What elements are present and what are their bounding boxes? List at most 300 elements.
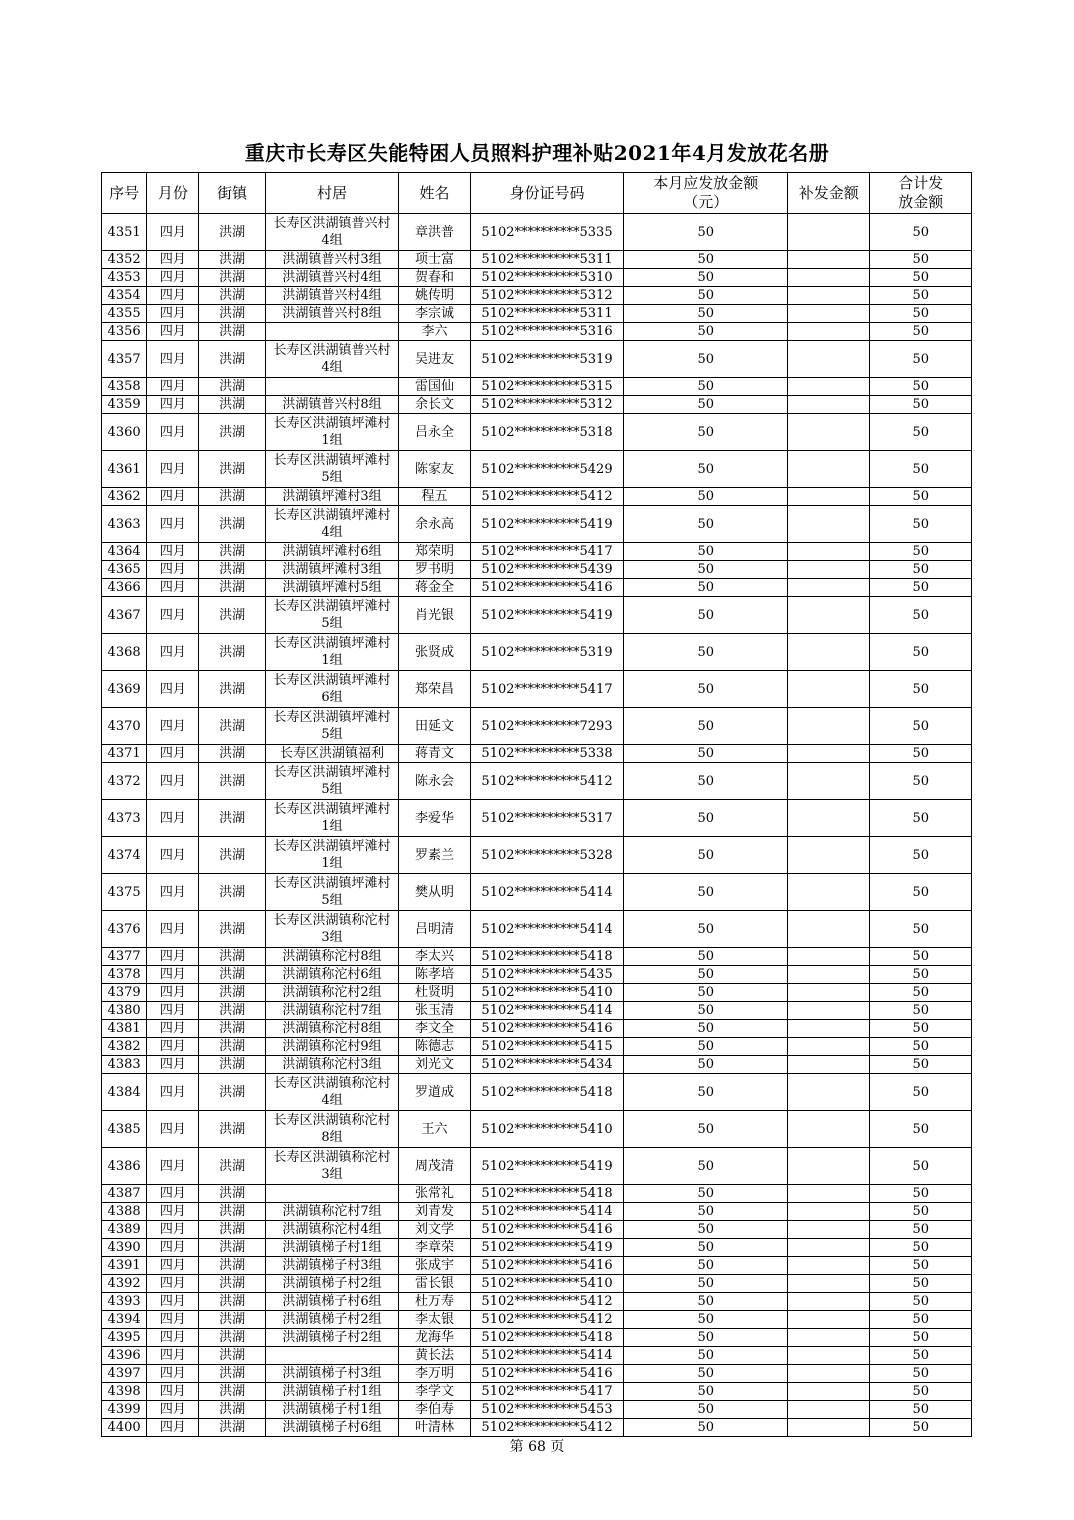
cell-supplement bbox=[788, 708, 870, 745]
cell-month: 四月 bbox=[147, 1148, 199, 1185]
cell-total: 50 bbox=[870, 305, 972, 323]
cell-total: 50 bbox=[870, 323, 972, 341]
cell-serial: 4390 bbox=[102, 1239, 147, 1257]
cell-serial: 4399 bbox=[102, 1401, 147, 1419]
cell-total: 50 bbox=[870, 1185, 972, 1203]
cell-town: 洪湖 bbox=[199, 634, 265, 671]
cell-village: 洪湖镇称沱村8组 bbox=[265, 948, 399, 966]
cell-month: 四月 bbox=[147, 837, 199, 874]
cell-town: 洪湖 bbox=[199, 1038, 265, 1056]
cell-total: 50 bbox=[870, 1329, 972, 1347]
cell-month: 四月 bbox=[147, 1383, 199, 1401]
cell-town: 洪湖 bbox=[199, 287, 265, 305]
table-row bbox=[102, 1020, 972, 1038]
cell-id-number: 5102**********5415 bbox=[470, 1038, 624, 1056]
col-header-monthly-amount: 本月应发放金额（元） bbox=[624, 173, 788, 214]
cell-total: 50 bbox=[870, 800, 972, 837]
cell-monthly-amount: 50 bbox=[624, 1293, 788, 1311]
cell-name: 雷国仙 bbox=[399, 378, 470, 396]
table-row bbox=[102, 1275, 972, 1293]
cell-supplement bbox=[788, 745, 870, 763]
cell-month: 四月 bbox=[147, 1401, 199, 1419]
cell-supplement bbox=[788, 1275, 870, 1293]
cell-town: 洪湖 bbox=[199, 671, 265, 708]
cell-town: 洪湖 bbox=[199, 323, 265, 341]
cell-serial: 4400 bbox=[102, 1419, 147, 1437]
cell-total: 50 bbox=[870, 251, 972, 269]
cell-supplement bbox=[788, 543, 870, 561]
cell-name: 李章荣 bbox=[399, 1239, 470, 1257]
cell-serial: 4378 bbox=[102, 966, 147, 984]
cell-id-number: 5102**********5410 bbox=[470, 984, 624, 1002]
table-row bbox=[102, 948, 972, 966]
cell-monthly-amount: 50 bbox=[624, 396, 788, 414]
cell-total: 50 bbox=[870, 1111, 972, 1148]
cell-supplement bbox=[788, 1257, 870, 1275]
cell-supplement bbox=[788, 214, 870, 251]
cell-name: 张常礼 bbox=[399, 1185, 470, 1203]
cell-serial: 4361 bbox=[102, 451, 147, 488]
cell-supplement bbox=[788, 763, 870, 800]
col-header-supplement: 补发金额 bbox=[788, 173, 870, 214]
cell-name: 章洪普 bbox=[399, 214, 470, 251]
cell-name: 王六 bbox=[399, 1111, 470, 1148]
cell-supplement bbox=[788, 488, 870, 506]
cell-town: 洪湖 bbox=[199, 1365, 265, 1383]
table-row bbox=[102, 763, 972, 800]
cell-monthly-amount: 50 bbox=[624, 341, 788, 378]
cell-serial: 4365 bbox=[102, 561, 147, 579]
cell-id-number: 5102**********5429 bbox=[470, 451, 624, 488]
table-row bbox=[102, 1074, 972, 1111]
table-row bbox=[102, 579, 972, 597]
cell-town: 洪湖 bbox=[199, 1401, 265, 1419]
cell-supplement bbox=[788, 378, 870, 396]
cell-month: 四月 bbox=[147, 506, 199, 543]
table-header bbox=[102, 173, 972, 214]
cell-id-number: 5102**********5328 bbox=[470, 837, 624, 874]
cell-supplement bbox=[788, 984, 870, 1002]
cell-name: 程五 bbox=[399, 488, 470, 506]
table-row bbox=[102, 1401, 972, 1419]
cell-id-number: 5102**********5419 bbox=[470, 506, 624, 543]
cell-month: 四月 bbox=[147, 911, 199, 948]
table-row bbox=[102, 671, 972, 708]
col-header-name: 姓名 bbox=[399, 173, 470, 214]
cell-month: 四月 bbox=[147, 1365, 199, 1383]
cell-month: 四月 bbox=[147, 1293, 199, 1311]
table-row bbox=[102, 634, 972, 671]
cell-village: 洪湖镇称沱村7组 bbox=[265, 1002, 399, 1020]
cell-monthly-amount: 50 bbox=[624, 1056, 788, 1074]
cell-total: 50 bbox=[870, 341, 972, 378]
cell-supplement bbox=[788, 837, 870, 874]
cell-supplement bbox=[788, 1002, 870, 1020]
cell-name: 余永高 bbox=[399, 506, 470, 543]
cell-month: 四月 bbox=[147, 1111, 199, 1148]
cell-total: 50 bbox=[870, 1221, 972, 1239]
cell-supplement bbox=[788, 1347, 870, 1365]
cell-name: 吕明清 bbox=[399, 911, 470, 948]
cell-town: 洪湖 bbox=[199, 269, 265, 287]
cell-village: 洪湖镇梯子村2组 bbox=[265, 1311, 399, 1329]
cell-monthly-amount: 50 bbox=[624, 948, 788, 966]
cell-name: 刘文学 bbox=[399, 1221, 470, 1239]
cell-town: 洪湖 bbox=[199, 396, 265, 414]
cell-monthly-amount: 50 bbox=[624, 1074, 788, 1111]
cell-serial: 4376 bbox=[102, 911, 147, 948]
cell-serial: 4392 bbox=[102, 1275, 147, 1293]
cell-supplement bbox=[788, 1020, 870, 1038]
cell-village: 洪湖镇梯子村2组 bbox=[265, 1275, 399, 1293]
cell-serial: 4357 bbox=[102, 341, 147, 378]
cell-name: 肖光银 bbox=[399, 597, 470, 634]
table-row bbox=[102, 837, 972, 874]
cell-town: 洪湖 bbox=[199, 984, 265, 1002]
table-row bbox=[102, 1347, 972, 1365]
cell-id-number: 5102**********5416 bbox=[470, 1257, 624, 1275]
cell-monthly-amount: 50 bbox=[624, 543, 788, 561]
cell-village: 洪湖镇称沱村4组 bbox=[265, 1221, 399, 1239]
cell-monthly-amount: 50 bbox=[624, 251, 788, 269]
cell-village: 长寿区洪湖镇普兴村4组 bbox=[265, 214, 399, 251]
cell-total: 50 bbox=[870, 1383, 972, 1401]
cell-name: 吕永全 bbox=[399, 414, 470, 451]
cell-month: 四月 bbox=[147, 1275, 199, 1293]
cell-name: 李六 bbox=[399, 323, 470, 341]
cell-name: 杜贤明 bbox=[399, 984, 470, 1002]
cell-supplement bbox=[788, 287, 870, 305]
cell-monthly-amount: 50 bbox=[624, 269, 788, 287]
cell-monthly-amount: 50 bbox=[624, 837, 788, 874]
cell-id-number: 5102**********5419 bbox=[470, 1239, 624, 1257]
cell-total: 50 bbox=[870, 597, 972, 634]
cell-supplement bbox=[788, 1293, 870, 1311]
table-row bbox=[102, 1257, 972, 1275]
table-row bbox=[102, 214, 972, 251]
cell-village: 长寿区洪湖镇称沱村4组 bbox=[265, 1074, 399, 1111]
cell-month: 四月 bbox=[147, 1329, 199, 1347]
cell-total: 50 bbox=[870, 1038, 972, 1056]
cell-serial: 4354 bbox=[102, 287, 147, 305]
table-row bbox=[102, 1185, 972, 1203]
cell-village: 长寿区洪湖镇坪滩村5组 bbox=[265, 708, 399, 745]
cell-supplement bbox=[788, 1239, 870, 1257]
cell-month: 四月 bbox=[147, 800, 199, 837]
cell-supplement bbox=[788, 874, 870, 911]
cell-supplement bbox=[788, 1038, 870, 1056]
table-row bbox=[102, 966, 972, 984]
cell-id-number: 5102**********5419 bbox=[470, 597, 624, 634]
cell-town: 洪湖 bbox=[199, 1002, 265, 1020]
cell-town: 洪湖 bbox=[199, 948, 265, 966]
table-row bbox=[102, 800, 972, 837]
cell-month: 四月 bbox=[147, 671, 199, 708]
cell-month: 四月 bbox=[147, 1311, 199, 1329]
cell-name: 李文全 bbox=[399, 1020, 470, 1038]
cell-village: 洪湖镇称沱村9组 bbox=[265, 1038, 399, 1056]
cell-total: 50 bbox=[870, 579, 972, 597]
cell-total: 50 bbox=[870, 488, 972, 506]
cell-supplement bbox=[788, 1365, 870, 1383]
cell-name: 蒋金全 bbox=[399, 579, 470, 597]
cell-village: 长寿区洪湖镇坪滩村5组 bbox=[265, 874, 399, 911]
cell-total: 50 bbox=[870, 1002, 972, 1020]
cell-month: 四月 bbox=[147, 745, 199, 763]
cell-supplement bbox=[788, 1419, 870, 1437]
cell-month: 四月 bbox=[147, 1347, 199, 1365]
cell-supplement bbox=[788, 269, 870, 287]
cell-total: 50 bbox=[870, 1257, 972, 1275]
cell-id-number: 5102**********5418 bbox=[470, 948, 624, 966]
cell-total: 50 bbox=[870, 414, 972, 451]
table-row bbox=[102, 323, 972, 341]
cell-monthly-amount: 50 bbox=[624, 1221, 788, 1239]
cell-serial: 4364 bbox=[102, 543, 147, 561]
cell-village: 洪湖镇坪滩村5组 bbox=[265, 579, 399, 597]
cell-monthly-amount: 50 bbox=[624, 1419, 788, 1437]
roster-table bbox=[101, 172, 972, 1437]
cell-total: 50 bbox=[870, 1347, 972, 1365]
cell-town: 洪湖 bbox=[199, 488, 265, 506]
col-header-village: 村居 bbox=[265, 173, 399, 214]
cell-monthly-amount: 50 bbox=[624, 1111, 788, 1148]
cell-village: 长寿区洪湖镇坪滩村1组 bbox=[265, 800, 399, 837]
cell-month: 四月 bbox=[147, 1239, 199, 1257]
cell-monthly-amount: 50 bbox=[624, 1185, 788, 1203]
cell-id-number: 5102**********5311 bbox=[470, 305, 624, 323]
cell-monthly-amount: 50 bbox=[624, 1038, 788, 1056]
cell-town: 洪湖 bbox=[199, 305, 265, 323]
cell-village bbox=[265, 1347, 399, 1365]
cell-village bbox=[265, 1185, 399, 1203]
cell-total: 50 bbox=[870, 287, 972, 305]
cell-serial: 4359 bbox=[102, 396, 147, 414]
cell-supplement bbox=[788, 1185, 870, 1203]
cell-name: 蒋青文 bbox=[399, 745, 470, 763]
table-row bbox=[102, 1038, 972, 1056]
cell-monthly-amount: 50 bbox=[624, 671, 788, 708]
cell-town: 洪湖 bbox=[199, 1148, 265, 1185]
cell-town: 洪湖 bbox=[199, 708, 265, 745]
cell-town: 洪湖 bbox=[199, 1347, 265, 1365]
cell-supplement bbox=[788, 948, 870, 966]
table-row bbox=[102, 984, 972, 1002]
cell-serial: 4367 bbox=[102, 597, 147, 634]
col-header-serial: 序号 bbox=[102, 173, 147, 214]
cell-serial: 4366 bbox=[102, 579, 147, 597]
cell-month: 四月 bbox=[147, 1074, 199, 1111]
cell-monthly-amount: 50 bbox=[624, 1275, 788, 1293]
cell-serial: 4386 bbox=[102, 1148, 147, 1185]
cell-month: 四月 bbox=[147, 1038, 199, 1056]
cell-total: 50 bbox=[870, 984, 972, 1002]
cell-village: 洪湖镇称沱村2组 bbox=[265, 984, 399, 1002]
cell-id-number: 5102**********5317 bbox=[470, 800, 624, 837]
cell-month: 四月 bbox=[147, 874, 199, 911]
table-row bbox=[102, 561, 972, 579]
cell-village: 长寿区洪湖镇坪滩村5组 bbox=[265, 597, 399, 634]
cell-id-number: 5102**********5414 bbox=[470, 874, 624, 911]
cell-id-number: 5102**********5435 bbox=[470, 966, 624, 984]
cell-town: 洪湖 bbox=[199, 1074, 265, 1111]
cell-total: 50 bbox=[870, 1419, 972, 1437]
cell-month: 四月 bbox=[147, 763, 199, 800]
cell-total: 50 bbox=[870, 745, 972, 763]
cell-total: 50 bbox=[870, 1074, 972, 1111]
cell-monthly-amount: 50 bbox=[624, 874, 788, 911]
cell-village: 长寿区洪湖镇坪滩村5组 bbox=[265, 763, 399, 800]
cell-serial: 4397 bbox=[102, 1365, 147, 1383]
cell-name: 李万明 bbox=[399, 1365, 470, 1383]
cell-serial: 4360 bbox=[102, 414, 147, 451]
table-row bbox=[102, 1203, 972, 1221]
cell-village bbox=[265, 378, 399, 396]
cell-total: 50 bbox=[870, 561, 972, 579]
cell-id-number: 5102**********5416 bbox=[470, 1020, 624, 1038]
cell-month: 四月 bbox=[147, 269, 199, 287]
cell-id-number: 5102**********5412 bbox=[470, 488, 624, 506]
table-row bbox=[102, 451, 972, 488]
cell-village: 长寿区洪湖镇坪滩村4组 bbox=[265, 506, 399, 543]
cell-serial: 4372 bbox=[102, 763, 147, 800]
table-row bbox=[102, 1311, 972, 1329]
cell-month: 四月 bbox=[147, 634, 199, 671]
cell-total: 50 bbox=[870, 396, 972, 414]
page-number: 第 68 页 bbox=[509, 1439, 565, 1455]
cell-id-number: 5102**********5316 bbox=[470, 323, 624, 341]
cell-name: 罗书明 bbox=[399, 561, 470, 579]
table-row bbox=[102, 1419, 972, 1437]
cell-village: 长寿区洪湖镇称沱村3组 bbox=[265, 911, 399, 948]
cell-serial: 4398 bbox=[102, 1383, 147, 1401]
cell-monthly-amount: 50 bbox=[624, 1020, 788, 1038]
cell-month: 四月 bbox=[147, 1203, 199, 1221]
cell-supplement bbox=[788, 1111, 870, 1148]
cell-village: 洪湖镇普兴村4组 bbox=[265, 269, 399, 287]
cell-name: 杜万寿 bbox=[399, 1293, 470, 1311]
cell-supplement bbox=[788, 1056, 870, 1074]
cell-monthly-amount: 50 bbox=[624, 984, 788, 1002]
cell-name: 罗道成 bbox=[399, 1074, 470, 1111]
cell-month: 四月 bbox=[147, 251, 199, 269]
table-row bbox=[102, 1002, 972, 1020]
cell-total: 50 bbox=[870, 911, 972, 948]
cell-name: 龙海华 bbox=[399, 1329, 470, 1347]
cell-monthly-amount: 50 bbox=[624, 708, 788, 745]
cell-id-number: 5102**********5434 bbox=[470, 1056, 624, 1074]
cell-town: 洪湖 bbox=[199, 506, 265, 543]
cell-serial: 4362 bbox=[102, 488, 147, 506]
cell-month: 四月 bbox=[147, 708, 199, 745]
cell-serial: 4373 bbox=[102, 800, 147, 837]
cell-village: 洪湖镇梯子村6组 bbox=[265, 1293, 399, 1311]
cell-serial: 4384 bbox=[102, 1074, 147, 1111]
cell-serial: 4371 bbox=[102, 745, 147, 763]
cell-town: 洪湖 bbox=[199, 579, 265, 597]
cell-serial: 4363 bbox=[102, 506, 147, 543]
cell-monthly-amount: 50 bbox=[624, 745, 788, 763]
cell-month: 四月 bbox=[147, 488, 199, 506]
cell-town: 洪湖 bbox=[199, 341, 265, 378]
cell-id-number: 5102**********5418 bbox=[470, 1329, 624, 1347]
cell-id-number: 5102**********5335 bbox=[470, 214, 624, 251]
cell-village: 洪湖镇坪滩村6组 bbox=[265, 543, 399, 561]
table-body bbox=[102, 214, 972, 1437]
cell-total: 50 bbox=[870, 1401, 972, 1419]
cell-total: 50 bbox=[870, 763, 972, 800]
cell-total: 50 bbox=[870, 874, 972, 911]
cell-total: 50 bbox=[870, 1020, 972, 1038]
table-row bbox=[102, 287, 972, 305]
cell-month: 四月 bbox=[147, 1185, 199, 1203]
cell-total: 50 bbox=[870, 214, 972, 251]
table-row bbox=[102, 874, 972, 911]
cell-village: 洪湖镇普兴村3组 bbox=[265, 251, 399, 269]
cell-month: 四月 bbox=[147, 323, 199, 341]
cell-id-number: 5102**********5410 bbox=[470, 1111, 624, 1148]
cell-town: 洪湖 bbox=[199, 1419, 265, 1437]
cell-monthly-amount: 50 bbox=[624, 597, 788, 634]
cell-supplement bbox=[788, 396, 870, 414]
cell-id-number: 5102**********5319 bbox=[470, 341, 624, 378]
cell-town: 洪湖 bbox=[199, 543, 265, 561]
table-row bbox=[102, 269, 972, 287]
cell-serial: 4351 bbox=[102, 214, 147, 251]
cell-id-number: 5102**********5312 bbox=[470, 396, 624, 414]
cell-supplement bbox=[788, 251, 870, 269]
cell-name: 樊从明 bbox=[399, 874, 470, 911]
cell-monthly-amount: 50 bbox=[624, 763, 788, 800]
page-title: 重庆市长寿区失能特困人员照料护理补贴2021年4月发放花名册 bbox=[244, 141, 830, 165]
cell-village: 洪湖镇称沱村6组 bbox=[265, 966, 399, 984]
cell-id-number: 5102**********5412 bbox=[470, 1311, 624, 1329]
cell-month: 四月 bbox=[147, 579, 199, 597]
cell-village: 长寿区洪湖镇坪滩村1组 bbox=[265, 634, 399, 671]
cell-monthly-amount: 50 bbox=[624, 305, 788, 323]
cell-serial: 4370 bbox=[102, 708, 147, 745]
cell-serial: 4380 bbox=[102, 1002, 147, 1020]
cell-month: 四月 bbox=[147, 1056, 199, 1074]
col-header-town: 街镇 bbox=[199, 173, 265, 214]
cell-name: 叶清林 bbox=[399, 1419, 470, 1437]
table-row bbox=[102, 708, 972, 745]
cell-id-number: 5102**********5414 bbox=[470, 911, 624, 948]
cell-supplement bbox=[788, 597, 870, 634]
cell-village: 长寿区洪湖镇普兴村4组 bbox=[265, 341, 399, 378]
cell-town: 洪湖 bbox=[199, 451, 265, 488]
cell-serial: 4385 bbox=[102, 1111, 147, 1148]
cell-month: 四月 bbox=[147, 984, 199, 1002]
cell-id-number: 5102**********5338 bbox=[470, 745, 624, 763]
cell-village: 洪湖镇梯子村1组 bbox=[265, 1383, 399, 1401]
cell-name: 张成宇 bbox=[399, 1257, 470, 1275]
cell-supplement bbox=[788, 323, 870, 341]
cell-month: 四月 bbox=[147, 287, 199, 305]
cell-month: 四月 bbox=[147, 966, 199, 984]
table-row bbox=[102, 1056, 972, 1074]
cell-monthly-amount: 50 bbox=[624, 506, 788, 543]
cell-name: 李太银 bbox=[399, 1311, 470, 1329]
cell-id-number: 5102**********5319 bbox=[470, 634, 624, 671]
cell-id-number: 5102**********5412 bbox=[470, 763, 624, 800]
cell-name: 张贤成 bbox=[399, 634, 470, 671]
cell-total: 50 bbox=[870, 1148, 972, 1185]
cell-town: 洪湖 bbox=[199, 745, 265, 763]
cell-supplement bbox=[788, 341, 870, 378]
cell-name: 黄长法 bbox=[399, 1347, 470, 1365]
cell-id-number: 5102**********5439 bbox=[470, 561, 624, 579]
